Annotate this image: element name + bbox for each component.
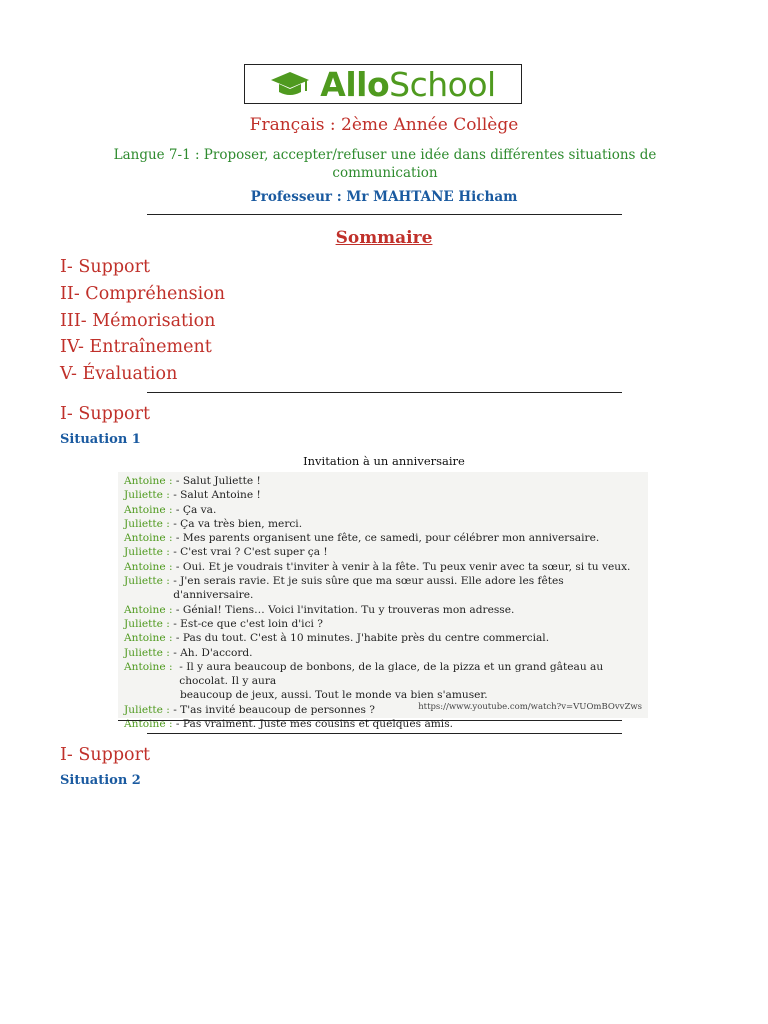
dialog-line: Antoine : - Oui. Et je voudrais t'inviter à venir à la fête. Tu peux venir avec ta sœur, si tu veux. xyxy=(124,560,631,573)
dialog-title: Invitation à un anniversaire xyxy=(303,454,465,468)
dialog-line: Juliette : - C'est vrai ? C'est super ça ! xyxy=(124,546,328,559)
dialog-line: Antoine : - Ça va. xyxy=(124,503,217,516)
image-underline xyxy=(118,720,622,721)
summary-item: IV- Entraînement xyxy=(60,337,212,358)
situation-label: Situation 1 xyxy=(60,432,141,447)
dialog-line: Juliette : - Salut Antoine ! xyxy=(124,489,261,502)
dialog-line: Juliette : - Ça va très bien, merci. xyxy=(124,517,303,530)
situation-label: Situation 2 xyxy=(60,773,141,788)
source-link: https://www.youtube.com/watch?v=VUOmBOvvZws xyxy=(418,702,642,712)
summary-item: II- Compréhension xyxy=(60,283,226,304)
dialog-line: Juliette : - T'as invité beaucoup de personnes ? xyxy=(124,703,375,716)
professor-name: Professeur : Mr MAHTANE Hicham xyxy=(250,189,518,205)
dialog-line: beaucoup de jeux, aussi. Tout le monde va bien s'amuser. xyxy=(180,689,488,702)
divider xyxy=(147,214,622,215)
document-title: Français : 2ème Année Collège xyxy=(249,115,519,135)
dialog-line: Juliette : - Est-ce que c'est loin d'ici ? xyxy=(124,617,323,630)
dialog-line: Antoine : - Salut Juliette ! xyxy=(124,475,261,487)
section-heading: I- Support xyxy=(60,745,150,765)
dialog-line: Antoine : - Pas vraiment. Juste mes cousins et quelques amis. xyxy=(124,718,453,731)
alloschool-logo xyxy=(244,64,522,104)
document-subtitle: Langue 7-1 : Proposer, accepter/refuser une idée dans différentes situations de communication xyxy=(113,147,657,181)
summary-item: III- Mémorisation xyxy=(60,310,216,331)
dialog-line: Juliette : - J'en serais ravie. Et je suis sûre que ma sœur aussi. Elle adore les fêtes d'anniversaire. xyxy=(124,575,564,602)
summary-item: I- Support xyxy=(60,257,150,277)
summary-heading: Sommaire xyxy=(335,228,433,248)
summary-list xyxy=(60,254,225,388)
logo-text: AlloSchool xyxy=(320,64,496,104)
divider xyxy=(147,733,622,734)
section-heading: I- Support xyxy=(60,404,150,424)
summary-item: V- Évaluation xyxy=(60,364,178,385)
dialog-line: Antoine : - Génial! Tiens… Voici l'invitation. Tu y trouveras mon adresse. xyxy=(124,603,515,616)
dialog-line: Juliette : - Ah. D'accord. xyxy=(124,646,253,659)
dialog-line: Antoine : - Mes parents organisent une fête, ce samedi, pour célébrer mon anniversaire. xyxy=(124,532,600,545)
dialog-line: Antoine : - Il y aura beaucoup de bonbons, de la glace, de la pizza et un grand gâteau au chocolat. Il y aura xyxy=(124,660,604,688)
divider xyxy=(147,392,622,393)
graduation-cap-icon xyxy=(270,69,310,99)
dialog-line: Antoine : - Pas du tout. C'est à 10 minutes. J'habite près du centre commercial. xyxy=(124,632,550,645)
dialog-lines xyxy=(124,474,646,731)
